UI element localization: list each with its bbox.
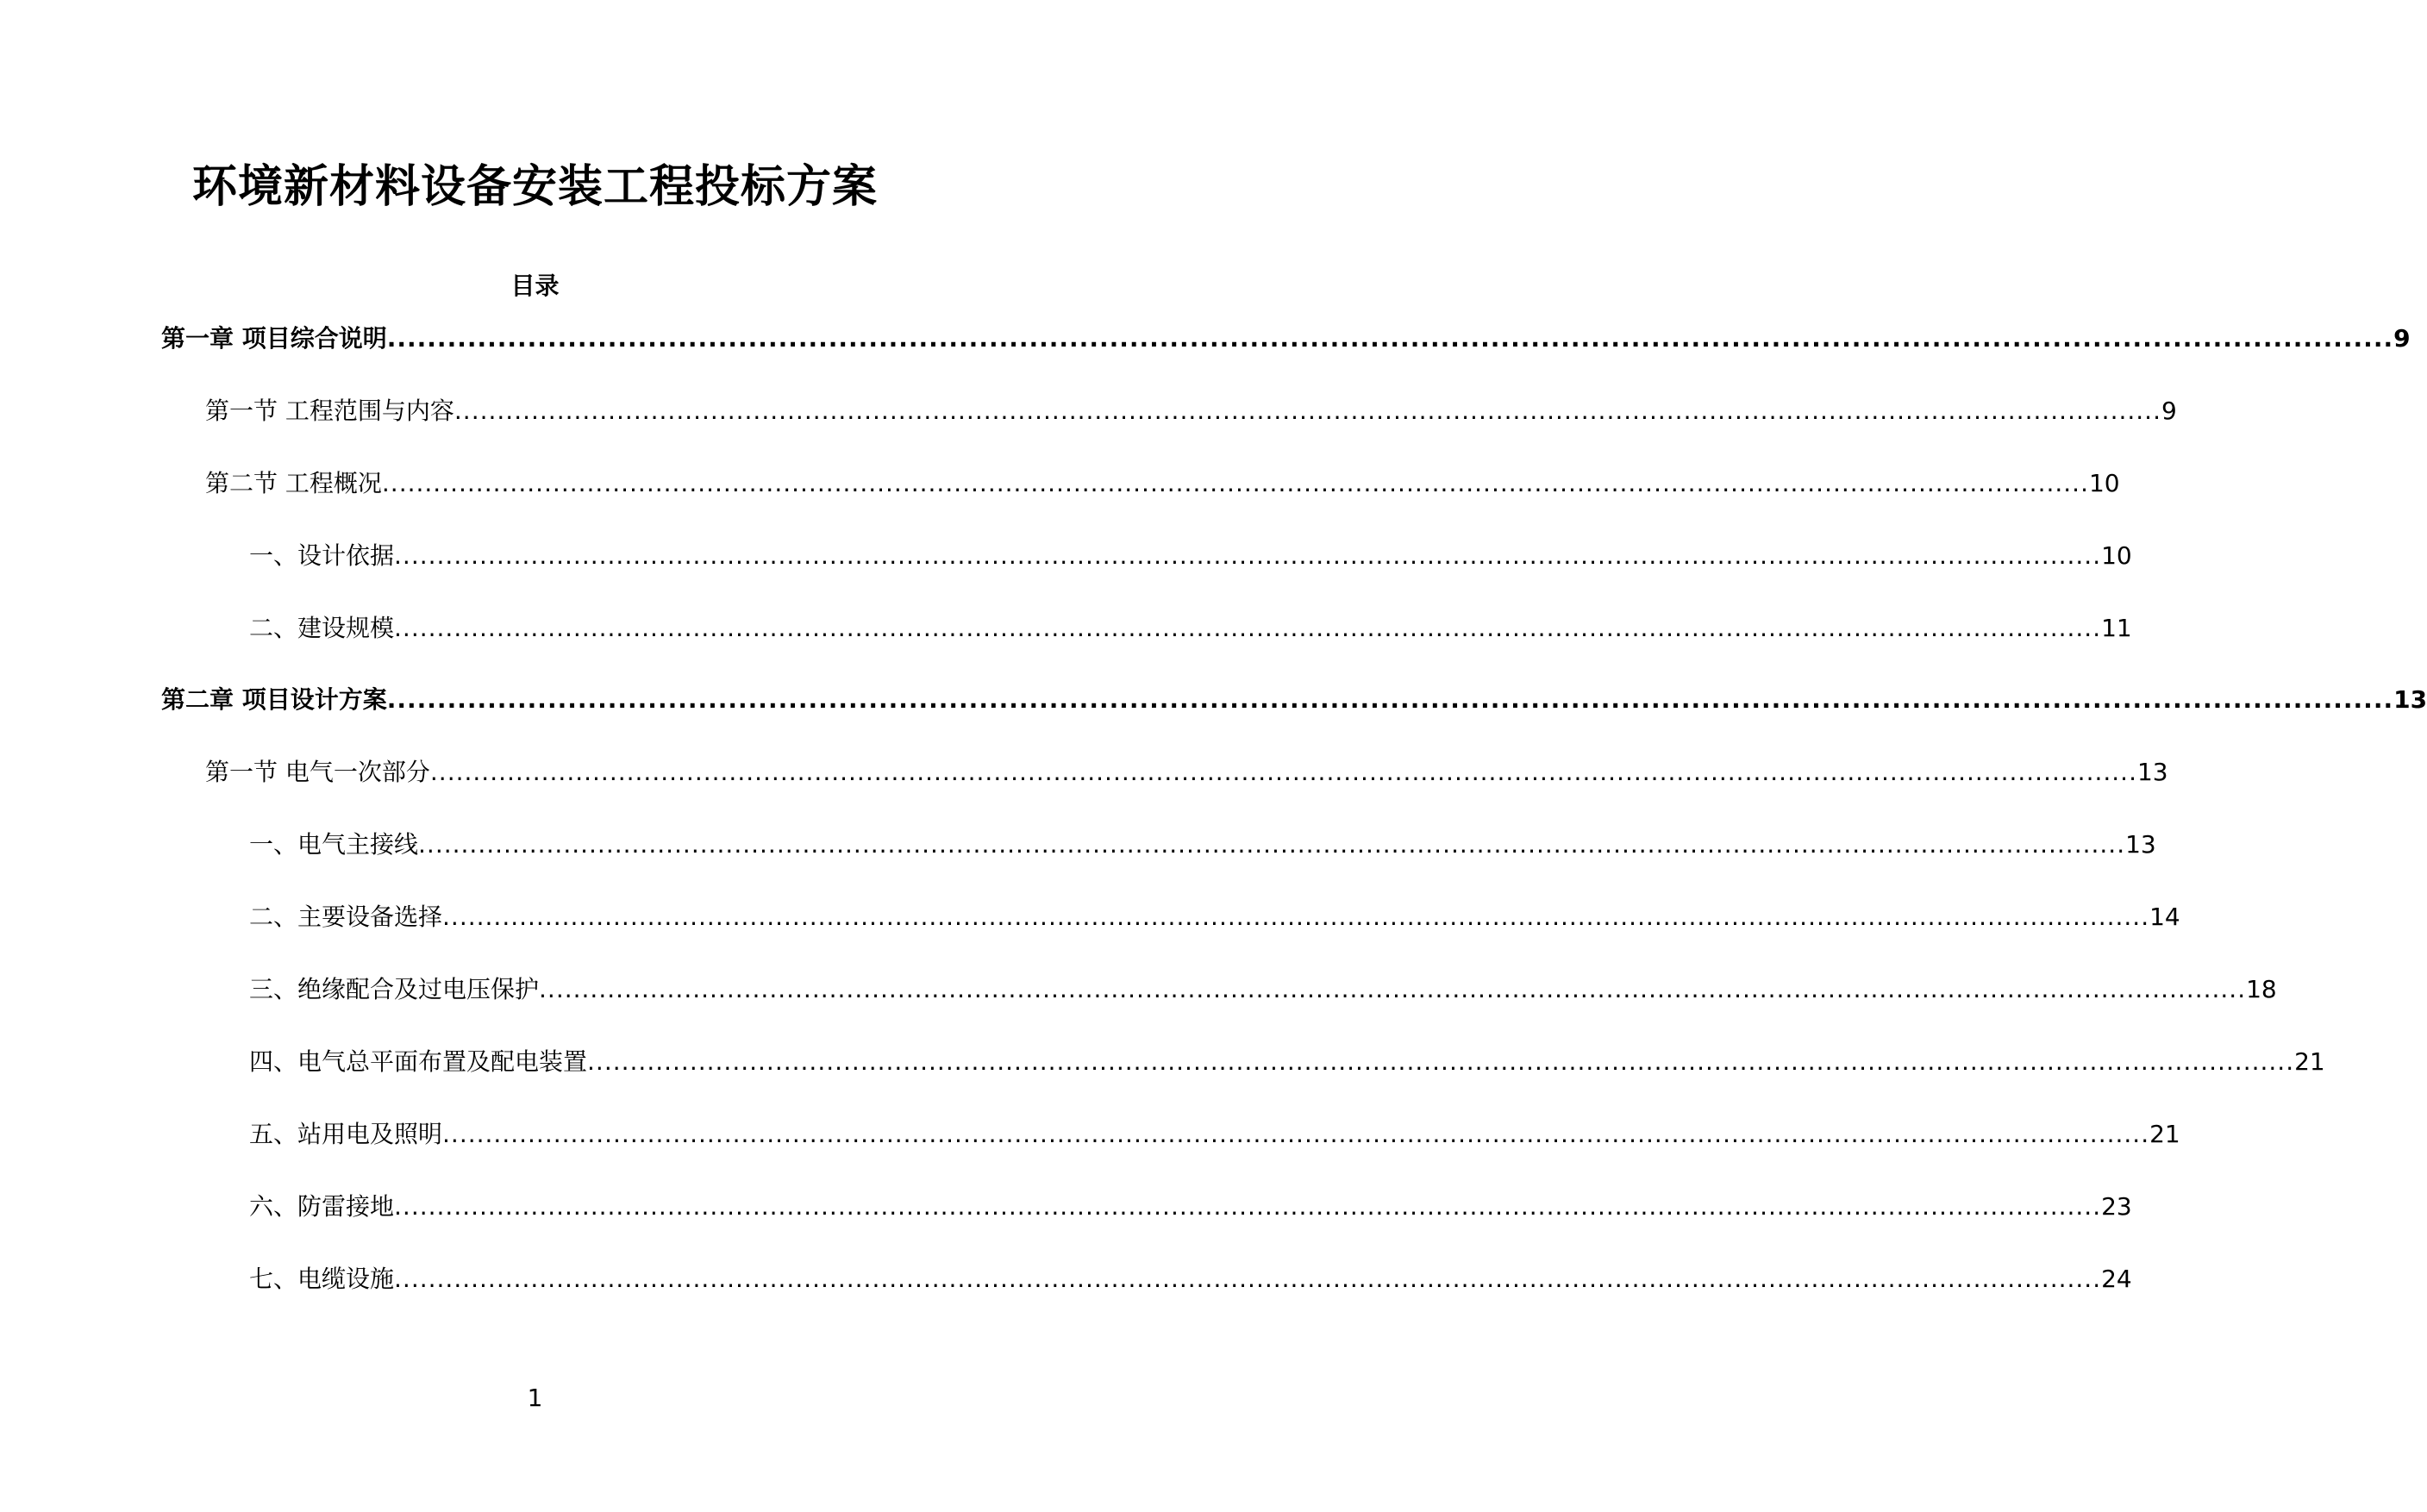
page-number: 1 — [527, 1384, 543, 1412]
toc-entry-item[interactable] — [249, 828, 2156, 862]
toc-entry-page: 13 — [2125, 830, 2156, 859]
toc-entry-label: 五、站用电及照明 — [249, 1120, 443, 1148]
toc-entry-label: 七、电缆设施 — [249, 1265, 395, 1293]
toc-entry-page: 11 — [2101, 614, 2132, 642]
toc-entry-label: 第一节 电气一次部分 — [205, 758, 430, 786]
toc-entry-label: 四、电气总平面布置及配电装置 — [249, 1047, 588, 1076]
toc-entry-page: 14 — [2149, 903, 2180, 931]
toc-entry-item[interactable] — [249, 900, 2180, 934]
toc-entry-label: 第二节 工程概况 — [205, 469, 382, 497]
toc-entry-chapter[interactable] — [161, 322, 2411, 356]
dot-leader: ........................................................................................................................................................................................................ — [394, 614, 2102, 642]
toc-entry-page: 9 — [2393, 324, 2411, 353]
toc-entry-chapter[interactable] — [161, 683, 2427, 717]
toc-entry-item[interactable] — [249, 1262, 2132, 1296]
toc-entry-page: 10 — [2101, 541, 2132, 570]
toc-entry-label: 二、建设规模 — [249, 614, 395, 642]
toc-entry-page: 23 — [2101, 1192, 2132, 1221]
toc-entry-item[interactable] — [249, 611, 2132, 646]
toc-entry-page: 10 — [2088, 469, 2120, 497]
toc-entry-section[interactable] — [205, 394, 2177, 428]
toc-entry-page: 13 — [2136, 758, 2168, 786]
toc-entry-page: 24 — [2101, 1265, 2132, 1293]
dot-leader: ........................................................................................................................................................................................................ — [539, 975, 2247, 1003]
dot-leader: ........................................................................................................................................................................................................ — [386, 685, 2394, 714]
toc-entry-item[interactable] — [249, 972, 2277, 1007]
toc-entry-label: 三、绝缘配合及过电压保护 — [249, 975, 540, 1003]
dot-leader: ........................................................................................................................................................................................................ — [386, 324, 2394, 353]
toc-entry-section[interactable] — [205, 755, 2168, 790]
dot-leader: ........................................................................................................................................................................................................ — [442, 1120, 2150, 1148]
dot-leader: ........................................................................................................................................................................................................ — [442, 903, 2150, 931]
toc-entry-item[interactable] — [249, 1190, 2132, 1224]
dot-leader: ........................................................................................................................................................................................................ — [453, 397, 2161, 425]
toc-entry-section[interactable] — [205, 466, 2120, 501]
toc-entry-item[interactable] — [249, 1045, 2325, 1079]
toc-entry-label: 第一章 项目综合说明 — [161, 324, 387, 353]
toc-entry-label: 二、主要设备选择 — [249, 903, 443, 931]
dot-leader: ........................................................................................................................................................................................................ — [394, 1265, 2102, 1293]
toc-entry-item[interactable] — [249, 1117, 2180, 1152]
toc-entry-label: 六、防雷接地 — [249, 1192, 395, 1221]
dot-leader: ........................................................................................................................................................................................................ — [429, 758, 2137, 786]
dot-leader: ........................................................................................................................................................................................................ — [587, 1047, 2295, 1076]
toc-entry-label: 一、电气主接线 — [249, 830, 419, 859]
toc-heading: 目录 — [510, 272, 560, 300]
toc-entry-page: 21 — [2149, 1120, 2180, 1148]
toc-entry-label: 第一节 工程范围与内容 — [205, 397, 454, 425]
toc-entry-label: 第二章 项目设计方案 — [161, 685, 387, 714]
toc-entry-page: 18 — [2246, 975, 2277, 1003]
toc-entry-item[interactable] — [249, 539, 2132, 573]
dot-leader: ........................................................................................................................................................................................................ — [394, 541, 2102, 570]
toc-entry-page: 13 — [2393, 685, 2427, 714]
toc-entry-page: 9 — [2161, 397, 2177, 425]
dot-leader: ........................................................................................................................................................................................................ — [381, 469, 2089, 497]
toc-entry-label: 一、设计依据 — [249, 541, 395, 570]
toc-entry-page: 21 — [2294, 1047, 2325, 1076]
dot-leader: ........................................................................................................................................................................................................ — [394, 1192, 2102, 1221]
dot-leader: ........................................................................................................................................................................................................ — [418, 830, 2126, 859]
document-title: 环境新材料设备安装工程投标方案 — [191, 161, 878, 213]
